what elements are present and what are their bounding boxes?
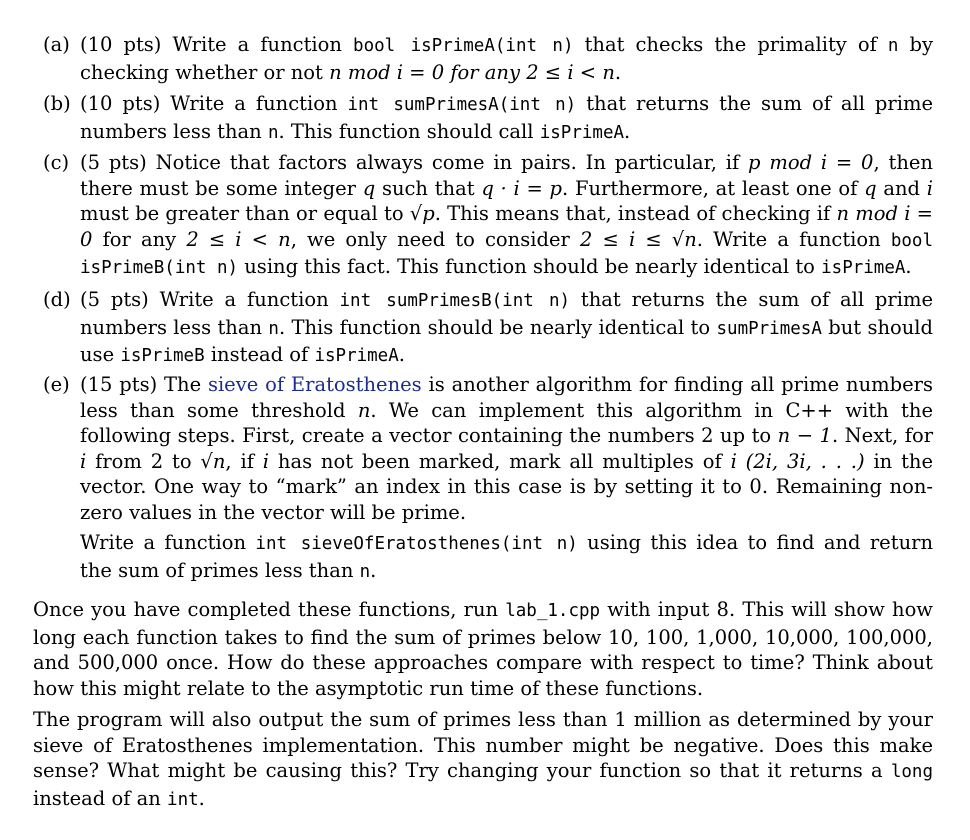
- item-a: [43, 32, 933, 85]
- function-signature: int sieveOfEratosthenes(int n): [255, 534, 578, 554]
- item-label: (e): [43, 373, 70, 396]
- item-b-text: (10 pts) Write a function int sumPrimesA(int n) that returns the sum of all prime numbers less than n. This function should call isPrimeA.: [80, 92, 933, 143]
- item-e: [43, 372, 933, 585]
- function-signature: bool isPrimeA(int n): [353, 36, 574, 56]
- item-d-text: (5 pts) Write a function int sumPrimesB(int n) that returns the sum of all prime numbers less than n. This function should be nearly identical to sumPrimesA but should use isPrimeB instead of isPrimeA.: [80, 288, 934, 366]
- item-e-text: (15 pts) The sieve of Eratosthenes is another algorithm for finding all prime numbers less than some threshold n. We can implement this algorithm in C++ with the following steps. First, create a vector containing the numbers 2 up to n − 1. Next, for i from 2 to √n, if i has not been marked, mark all multiples of i (2i, 3i, . . .) in the vector. One way to “mark” an index in this case is by setting it to 0. Remaining non-zero values in the vector will be prime.: [80, 373, 934, 524]
- overflow-question-paragraph: The program will also output the sum of primes less than 1 million as determined by your sieve of Eratosthenes implementation. This number might be negative. Does this make sense? What might be causing this? Try changing your function so that it returns a long instead of an int.: [33, 708, 934, 810]
- item-label: (d): [43, 288, 71, 311]
- item-label: (a): [43, 33, 70, 56]
- math-expression: n mod i = 0 for any 2 ≤ i < n: [329, 60, 615, 84]
- item-c: [43, 150, 933, 282]
- instructions-paragraph: Once you have completed these functions, run lab_1.cpp with input 8. This will show how long each function takes to find the sum of primes below 10, 100, 1,000, 10,000, 100,000, and 500,000 once. How do these approaches compare with respect to time? Think about how this might relate to the asymptotic run time of these functions.: [33, 598, 934, 700]
- item-label: (c): [43, 151, 70, 174]
- item-a-text: (10 pts) Write a function bool isPrimeA(int n) that checks the primality of n by checking whether or not n mod i = 0 for any 2 ≤ i < n.: [80, 33, 934, 84]
- item-d: [43, 287, 933, 370]
- item-b: [43, 91, 933, 146]
- item-c-text: (5 pts) Notice that factors always come in pairs. In particular, if p mod i = 0, then there must be some integer q such that q · i = p. Furthermore, at least one of q and i must be greater than or equal to √p. This means that, instead of checking if n mod i = 0 for any 2 ≤ i < n, we only need to consider 2 ≤ i ≤ √n. Write a function bool isPrimeB(int n) using this fact. This function should be nearly identical to isPrimeA.: [80, 151, 934, 278]
- function-signature: int sumPrimesB(int n): [339, 291, 571, 311]
- function-signature: bool isPrimeB(int n): [80, 230, 934, 278]
- item-e-task: Write a function int sieveOfEratosthenes(int n) using this idea to find and return the sum of primes less than n.: [80, 531, 934, 582]
- sieve-link[interactable]: sieve of Eratosthenes: [207, 373, 422, 396]
- filename: lab_1.cpp: [505, 601, 601, 621]
- function-signature: int sumPrimesA(int n): [347, 95, 577, 115]
- item-label: (b): [43, 92, 71, 115]
